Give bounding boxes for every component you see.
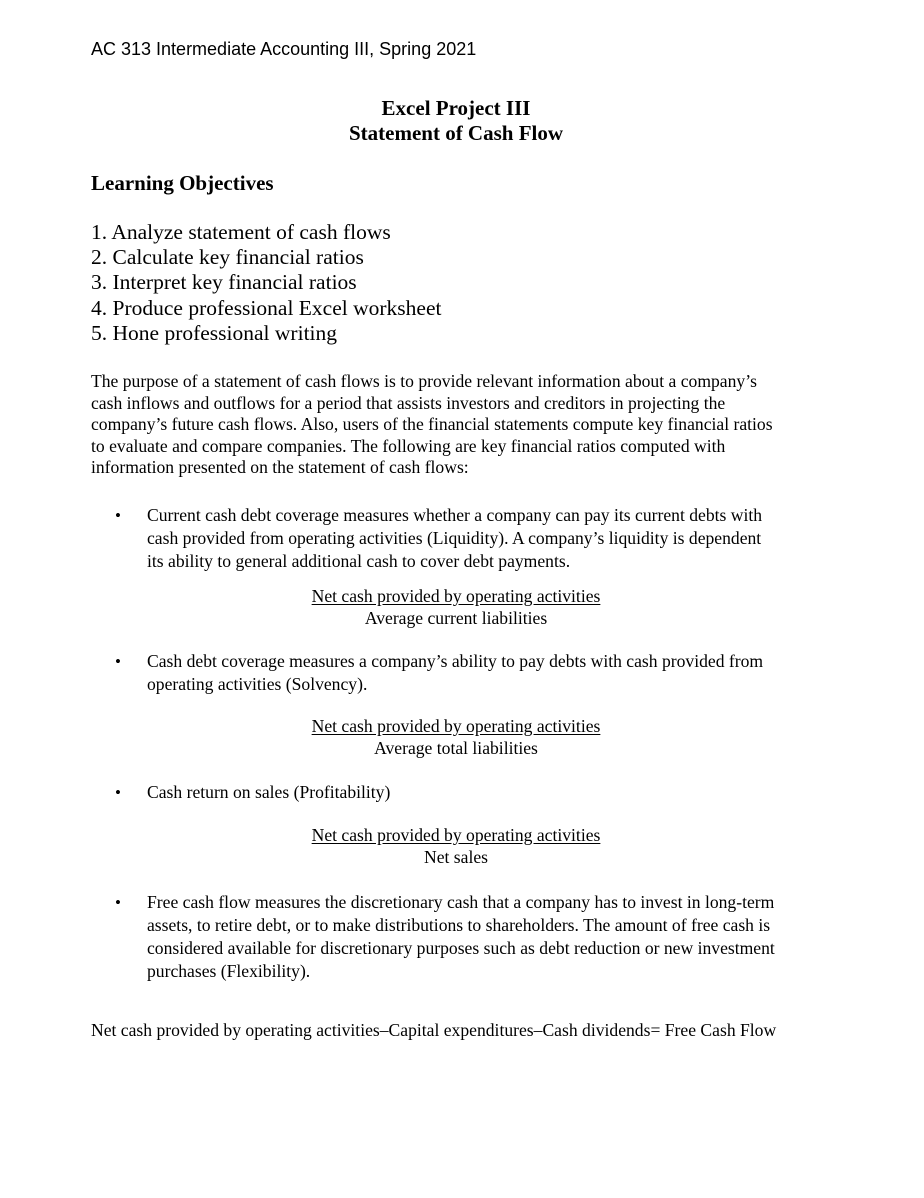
formula-current-cash-debt-coverage <box>0 586 912 629</box>
objective-item: 1. Analyze statement of cash flows <box>91 220 391 244</box>
bullet-dot: • <box>115 506 121 525</box>
intro-line: to evaluate and compare companies. The following are key financial ratios computed with <box>91 435 726 456</box>
ratio-text-line: assets, to retire debt, or to make distributions to shareholders. The amount of free cash is <box>147 915 771 935</box>
objective-item: 4. Produce professional Excel worksheet <box>91 295 442 320</box>
formula-cash-return-on-sales <box>0 825 912 868</box>
formula-numerator: Net cash provided by operating activities <box>311 716 601 736</box>
formula-numerator: Net cash provided by operating activities <box>311 586 601 606</box>
bullet-dot: • <box>115 652 121 671</box>
ratio-text-line: Free cash flow measures the discretionary cash that a company has to invest in long-term <box>147 892 775 912</box>
formula-numerator: Net cash provided by operating activities <box>311 825 601 845</box>
objective-item: 2. Calculate key financial ratios <box>91 245 364 270</box>
learning-objectives-list <box>91 220 441 346</box>
intro-line: information presented on the statement of cash flows: <box>91 457 469 478</box>
document-title <box>0 96 912 146</box>
course-header: AC 313 Intermediate Accounting III, Spring 2021 <box>91 39 477 59</box>
ratio-text-line: operating activities (Solvency). <box>147 674 368 694</box>
ratio-description <box>147 781 390 804</box>
ratio-description <box>147 650 763 696</box>
ratio-text-line: purchases (Flexibility). <box>147 961 311 981</box>
ratio-text-line: its ability to general additional cash to cover debt payments. <box>147 551 571 571</box>
intro-line: cash inflows and outflows for a period that assists investors and creditors in projecting the <box>91 392 726 413</box>
title-line-subject: Statement of Cash Flow <box>348 121 564 145</box>
formula-cash-debt-coverage <box>0 716 912 759</box>
objective-item: 3. Interpret key financial ratios <box>91 270 357 295</box>
formula-denominator: Average current liabilities <box>364 607 548 628</box>
ratio-text-line: considered available for discretionary purposes such as debt reduction or new investment <box>147 938 775 958</box>
bullet-dot: • <box>115 893 121 912</box>
free-cash-flow-formula: Net cash provided by operating activities–Capital expenditures–Cash dividends= Free Cash Flow <box>91 1020 777 1040</box>
ratio-description <box>147 891 775 983</box>
intro-line: company’s future cash flows. Also, users of the financial statements compute key financial ratios <box>91 414 773 435</box>
ratio-description <box>147 504 762 573</box>
bullet-dot: • <box>115 783 121 802</box>
ratio-text-line: Current cash debt coverage measures whether a company can pay its current debts with <box>147 505 763 525</box>
formula-denominator: Average total liabilities <box>374 737 538 758</box>
ratio-text-line: Cash return on sales (Profitability) <box>147 782 391 802</box>
intro-line: The purpose of a statement of cash flows is to provide relevant information about a company’s <box>91 371 757 391</box>
ratio-text-line: Cash debt coverage measures a company’s ability to pay debts with cash provided from <box>147 651 764 671</box>
ratio-text-line: cash provided from operating activities (Liquidity). A company’s liquidity is dependent <box>147 528 762 548</box>
learning-objectives-heading: Learning Objectives <box>91 171 274 195</box>
intro-paragraph <box>91 371 831 479</box>
formula-denominator: Net sales <box>423 846 488 867</box>
objective-item: 5. Hone professional writing <box>91 320 338 345</box>
title-line-project: Excel Project III <box>381 96 531 120</box>
